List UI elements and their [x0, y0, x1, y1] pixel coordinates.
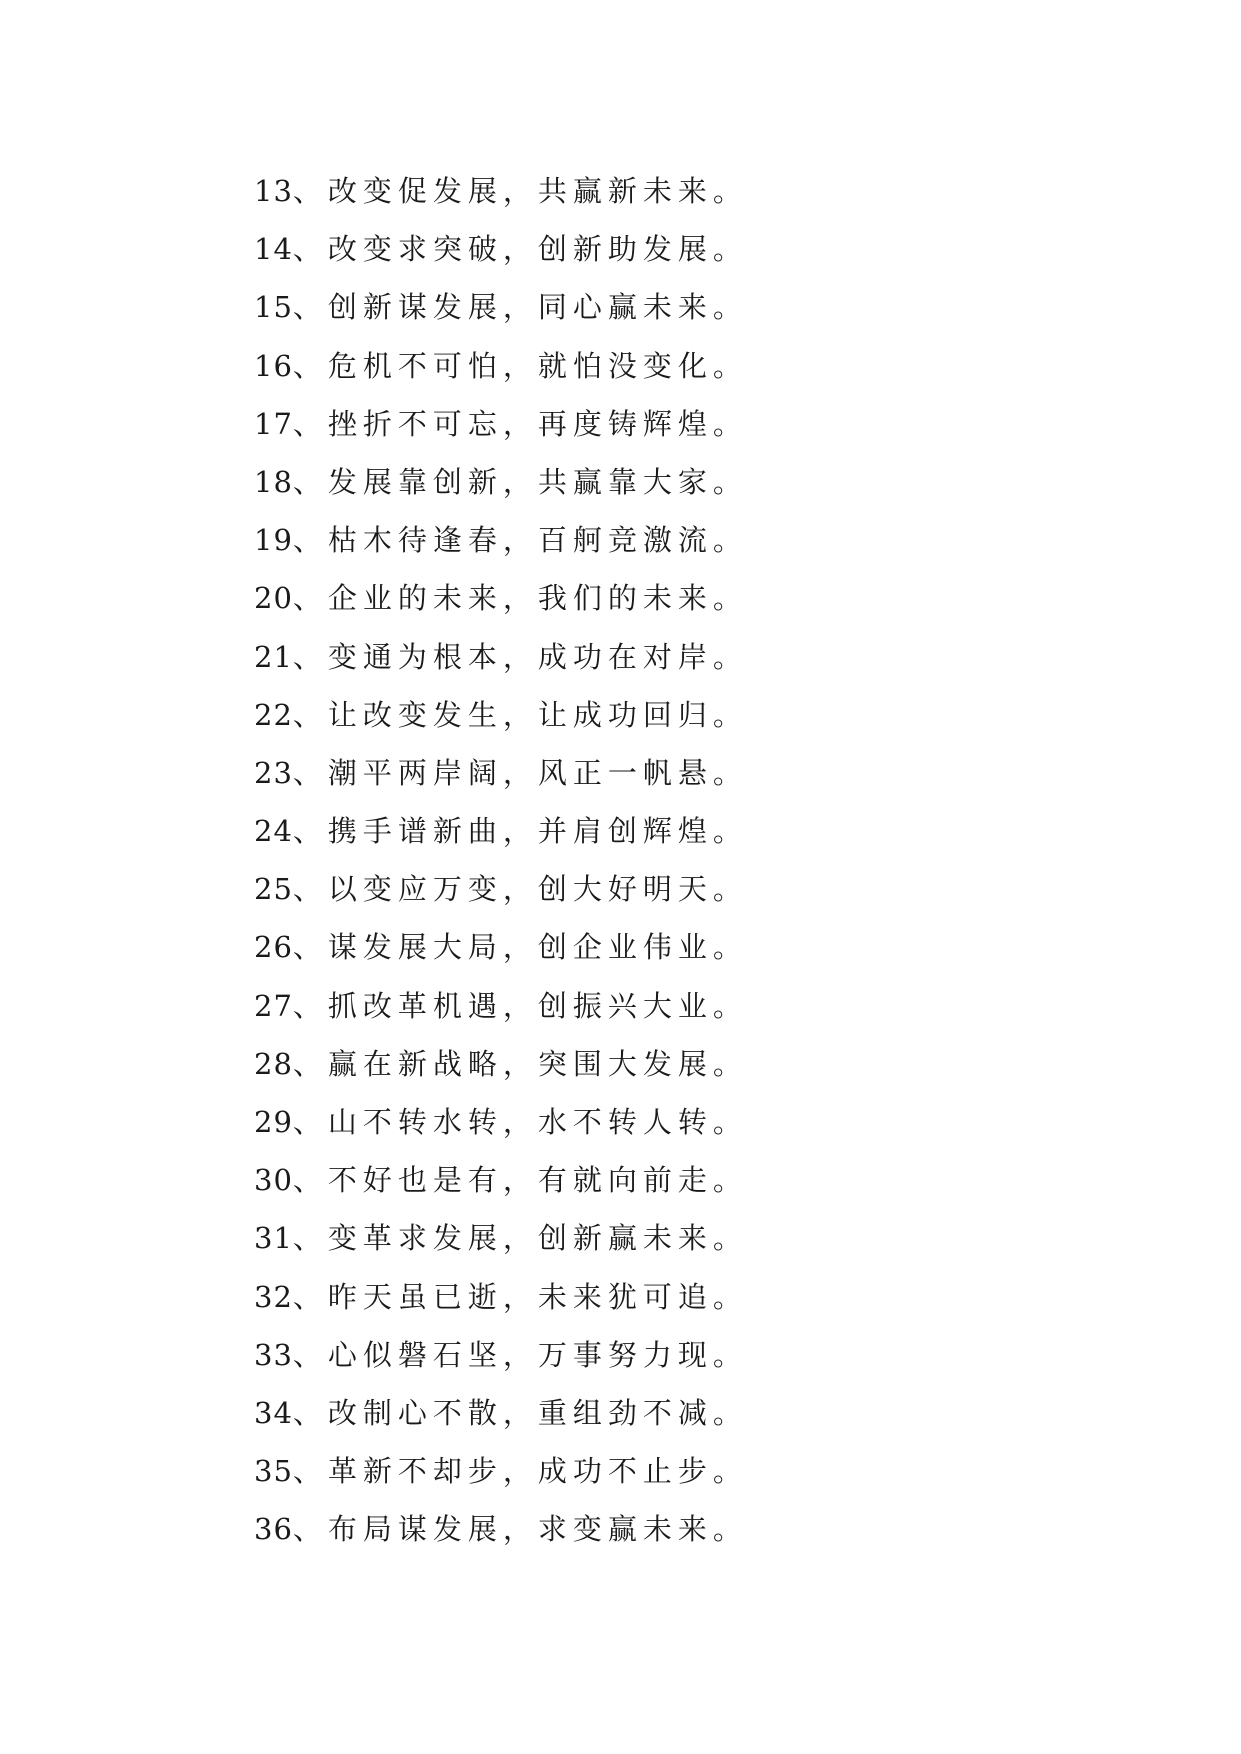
list-item [254, 220, 748, 278]
item-text: 、谋发展大局，创企业伟业。 [292, 930, 748, 965]
list-item [254, 1442, 748, 1500]
item-number: 18 [254, 464, 293, 499]
item-number: 15 [254, 290, 293, 325]
list-item [254, 337, 748, 395]
item-text: 、心似磐石坚，万事努力现。 [292, 1337, 748, 1372]
list-item [254, 569, 748, 627]
list-item [254, 1500, 748, 1558]
item-text: 、改制心不散，重组劲不减。 [292, 1395, 748, 1430]
item-text: 、抓改革机遇，创振兴大业。 [292, 988, 748, 1023]
item-text: 、布局谋发展，求变赢未来。 [292, 1512, 748, 1547]
list-item [254, 1093, 748, 1151]
item-text: 、不好也是有，有就向前走。 [292, 1163, 748, 1198]
list-item [254, 860, 748, 918]
item-number: 26 [254, 930, 293, 965]
list-item [254, 628, 748, 686]
item-text: 、枯木待逢春，百舸竞激流。 [292, 523, 748, 558]
list-item [254, 802, 748, 860]
item-number: 36 [254, 1512, 293, 1547]
list-item [254, 511, 748, 569]
item-number: 20 [254, 581, 293, 616]
list-item [254, 278, 748, 336]
list-item [254, 744, 748, 802]
item-text: 、赢在新战略，突围大发展。 [292, 1046, 748, 1081]
item-number: 32 [254, 1279, 293, 1314]
item-number: 16 [254, 348, 293, 383]
item-number: 17 [254, 406, 293, 441]
item-text: 、以变应万变，创大好明天。 [292, 872, 748, 907]
list-item [254, 453, 748, 511]
item-text: 、挫折不可忘，再度铸辉煌。 [292, 406, 748, 441]
item-number: 21 [254, 639, 293, 674]
item-number: 30 [254, 1163, 293, 1198]
item-number: 31 [254, 1221, 293, 1256]
item-number: 25 [254, 872, 293, 907]
slogan-list [254, 162, 748, 1559]
list-item [254, 1209, 748, 1267]
item-text: 、改变促发展，共赢新未来。 [292, 174, 748, 208]
item-number: 29 [254, 1105, 293, 1139]
item-text: 、潮平两岸阔，风正一帆悬。 [292, 755, 748, 790]
item-text: 、发展靠创新，共赢靠大家。 [292, 464, 748, 499]
list-item [254, 1151, 748, 1209]
item-number: 33 [254, 1337, 293, 1372]
item-text: 、昨天虽已逝，未来犹可追。 [292, 1279, 748, 1314]
item-number: 19 [254, 523, 293, 558]
item-text: 、变革求发展，创新赢未来。 [292, 1221, 748, 1256]
item-number: 34 [254, 1395, 293, 1430]
item-text: 、革新不却步，成功不止步。 [292, 1454, 748, 1489]
item-text: 、企业的未来，我们的未来。 [292, 581, 748, 616]
item-text: 、让改变发生，让成功回归。 [292, 697, 748, 732]
list-item [254, 1326, 748, 1384]
item-number: 28 [254, 1046, 293, 1081]
item-text: 、携手谱新曲，并肩创辉煌。 [292, 814, 748, 849]
item-text: 、创新谋发展，同心赢未来。 [292, 290, 748, 325]
list-item [254, 1384, 748, 1442]
item-text: 、改变求突破，创新助发展。 [292, 232, 748, 267]
list-item [254, 395, 748, 453]
list-item [254, 686, 748, 744]
item-number: 23 [254, 755, 293, 790]
list-item [254, 1035, 748, 1093]
item-number: 14 [254, 232, 293, 267]
list-item [254, 977, 748, 1035]
item-text: 、危机不可怕，就怕没变化。 [292, 348, 748, 383]
list-item [254, 918, 748, 976]
list-item [254, 1268, 748, 1326]
item-number: 22 [254, 697, 293, 732]
item-number: 24 [254, 814, 293, 849]
item-text: 、山不转水转，水不转人转。 [292, 1105, 748, 1139]
list-item [254, 162, 748, 220]
item-number: 35 [254, 1454, 293, 1489]
item-number: 13 [254, 174, 293, 208]
item-text: 、变通为根本，成功在对岸。 [292, 639, 748, 674]
item-number: 27 [254, 988, 293, 1023]
